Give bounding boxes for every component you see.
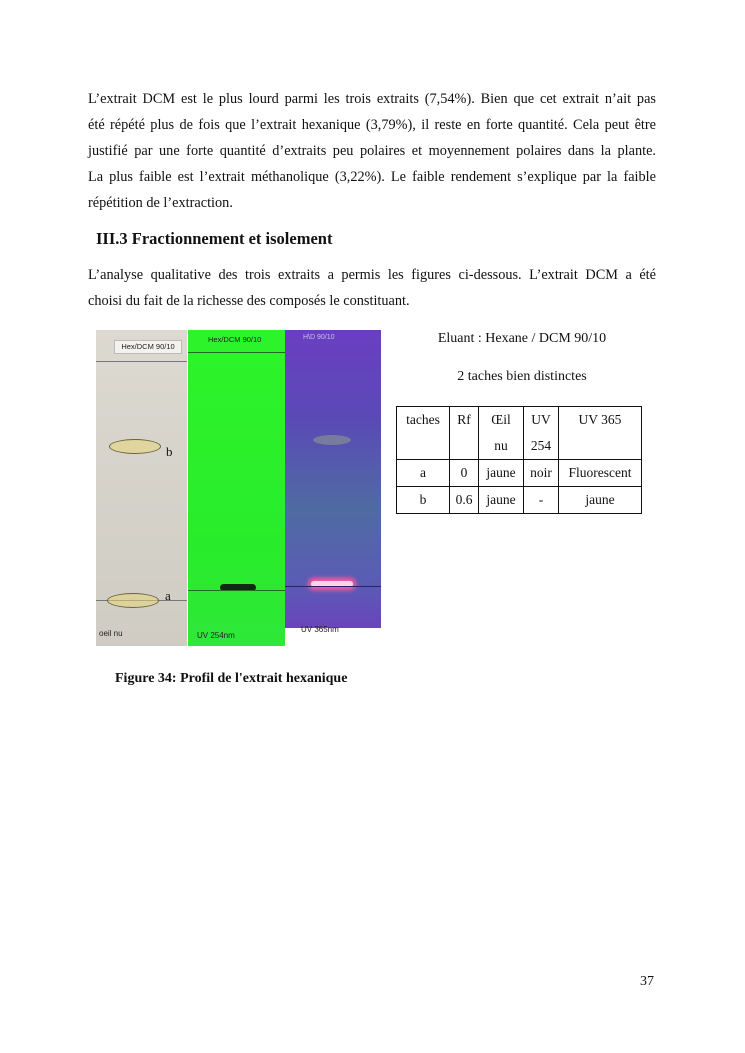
table-cell: noir	[524, 460, 559, 487]
baseline-line	[285, 586, 381, 587]
spot-b-faint	[313, 435, 351, 445]
paragraph-line: La plus faible est l’extrait méthanolique (3,22%). Le faible rendement s’explique par la faible	[88, 169, 656, 185]
solvent-front-line	[96, 361, 187, 362]
eluant-text: Eluant : Hexane / DCM 90/10	[437, 331, 607, 346]
plate-tag: Hex/DCM 90/10	[114, 340, 182, 354]
spot-a-label: a	[165, 588, 171, 603]
header-rf: Rf	[450, 407, 479, 460]
table-row	[397, 460, 642, 487]
paragraph-line: L’extrait DCM est le plus lourd parmi les trois extraits (7,54%). Bien que cet extrait n’ait pas	[88, 91, 656, 107]
table-header-row	[397, 407, 642, 460]
tlc-plate-uv254	[188, 330, 285, 646]
table-row	[397, 487, 642, 514]
paragraph-line: répétition de l’extraction.	[88, 195, 233, 211]
figure-caption: Figure 34: Profil de l'extrait hexanique	[115, 671, 348, 686]
baseline-line	[188, 590, 285, 591]
spot-b	[109, 439, 161, 454]
paragraph-line: justifié par une forte quantité d’extraits peu polaires et moyennement polaires dans la plante.	[88, 143, 656, 159]
table-cell: 0	[450, 460, 479, 487]
spot-b-label: b	[166, 444, 173, 459]
table-cell: -	[524, 487, 559, 514]
table-cell: Fluorescent	[559, 460, 642, 487]
plate-foot-label: UV 365nm	[301, 625, 339, 634]
tlc-results-table	[396, 406, 642, 514]
paragraph-line: choisi du fait de la richesse des composés le constituant.	[88, 293, 410, 309]
paragraph-qualitative-analysis	[88, 262, 656, 314]
spot-a	[107, 593, 159, 608]
table-cell: jaune	[479, 460, 524, 487]
tlc-plate-uv365	[285, 330, 381, 628]
header-oeil-nu: Œil nu	[479, 407, 524, 460]
section-heading: III.3 Fractionnement et isolement	[96, 229, 333, 248]
header-uv365: UV 365	[559, 407, 642, 460]
plate-foot-label: UV 254nm	[197, 631, 235, 640]
taches-note: 2 taches bien distinctes	[457, 369, 587, 384]
solvent-front-line	[188, 352, 285, 353]
paragraph-line: été répété plus de fois que l’extrait hexanique (3,79%), il reste en forte quantité. Cela peut être	[88, 117, 656, 133]
header-uv254: UV 254	[524, 407, 559, 460]
table-cell: b	[397, 487, 450, 514]
plate-365-foot	[285, 625, 381, 646]
table-cell: jaune	[479, 487, 524, 514]
paragraph-dcm-yield	[88, 86, 656, 216]
header-taches: taches	[397, 407, 450, 460]
table-cell: a	[397, 460, 450, 487]
tlc-plate-naked-eye	[96, 330, 187, 646]
paragraph-line: L’analyse qualitative des trois extraits a permis les figures ci-dessous. L’extrait DCM a été	[88, 267, 656, 283]
plate-foot-label: oeil nu	[99, 629, 123, 638]
page-number: 37	[640, 974, 654, 989]
table-cell: jaune	[559, 487, 642, 514]
table-cell: 0.6	[450, 487, 479, 514]
plate-tag: Hex/DCM 90/10	[208, 335, 262, 344]
plate-tag: H\D 90/10	[303, 334, 335, 341]
